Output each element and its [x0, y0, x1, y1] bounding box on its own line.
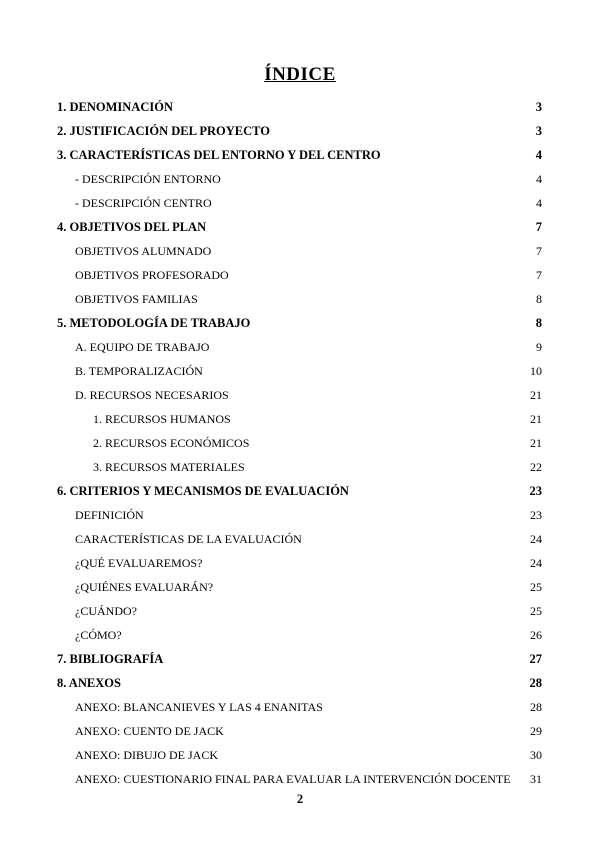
toc-entry: [57, 287, 542, 311]
toc-entry-page: 7: [536, 244, 542, 258]
toc-entry-label: 8. ANEXOS: [57, 676, 121, 690]
toc-entry-page: 4: [536, 196, 542, 210]
toc-entry: [57, 167, 542, 191]
table-of-contents: [57, 95, 542, 791]
toc-entry: [57, 143, 542, 167]
toc-entry: [57, 695, 542, 719]
toc-entry-page: 8: [536, 292, 542, 306]
toc-entry-label: 1. RECURSOS HUMANOS: [93, 412, 231, 426]
toc-entry-page: 25: [530, 580, 542, 594]
toc-entry-label: ANEXO: BLANCANIEVES Y LAS 4 ENANITAS: [75, 700, 323, 714]
toc-entry: [57, 503, 542, 527]
toc-entry: [57, 263, 542, 287]
toc-entry-page: 8: [535, 316, 542, 330]
toc-entry: [57, 575, 542, 599]
toc-entry-label: - DESCRIPCIÓN CENTRO: [75, 196, 212, 210]
toc-entry-label: ¿QUÉ EVALUAREMOS?: [75, 556, 203, 570]
toc-entry: [57, 647, 542, 671]
toc-entry-page: 24: [530, 556, 542, 570]
toc-entry-label: 2. RECURSOS ECONÓMICOS: [93, 436, 250, 450]
toc-entry-page: 23: [529, 484, 542, 498]
page-title: ÍNDICE: [264, 64, 336, 85]
toc-entry-page: 7: [536, 268, 542, 282]
toc-entry-page: 21: [530, 412, 542, 426]
toc-entry-page: 22: [530, 460, 542, 474]
toc-entry-label: A. EQUIPO DE TRABAJO: [75, 340, 210, 354]
toc-entry-page: 21: [530, 388, 542, 402]
toc-entry-label: ANEXO: CUESTIONARIO FINAL PARA EVALUAR LA INTERVENCIÓN DOCENTE: [75, 772, 511, 786]
toc-entry-page: 7: [535, 220, 542, 234]
toc-entry-label: 4. OBJETIVOS DEL PLAN: [57, 220, 207, 234]
toc-entry-label: 5. METODOLOGÍA DE TRABAJO: [57, 316, 251, 330]
toc-entry-page: 10: [530, 364, 542, 378]
toc-entry-page: 4: [536, 172, 542, 186]
toc-entry-label: OBJETIVOS PROFESORADO: [75, 268, 229, 282]
toc-entry-label: 1. DENOMINACIÓN: [57, 100, 173, 114]
toc-entry: [57, 743, 542, 767]
toc-entry-page: 26: [530, 628, 542, 642]
toc-entry-page: 21: [530, 436, 542, 450]
toc-entry-label: 7. BIBLIOGRAFÍA: [57, 652, 164, 666]
toc-entry: [57, 767, 542, 791]
toc-entry-label: ¿CUÁNDO?: [75, 604, 137, 618]
toc-entry-label: B. TEMPORALIZACIÓN: [75, 364, 203, 378]
toc-entry: [57, 455, 542, 479]
toc-entry: [57, 191, 542, 215]
toc-entry-label: 3. RECURSOS MATERIALES: [93, 460, 245, 474]
toc-entry-label: ANEXO: CUENTO DE JACK: [75, 724, 224, 738]
toc-entry: [57, 599, 542, 623]
toc-entry: [57, 623, 542, 647]
toc-entry: [57, 431, 542, 455]
toc-entry-page: 25: [530, 604, 542, 618]
toc-entry-page: 3: [535, 100, 542, 114]
toc-entry-page: 27: [529, 652, 542, 666]
toc-entry: [57, 119, 542, 143]
toc-entry: [57, 311, 542, 335]
toc-entry-page: 4: [535, 148, 542, 162]
toc-entry-label: CARACTERÍSTICAS DE LA EVALUACIÓN: [75, 532, 302, 546]
toc-entry-label: D. RECURSOS NECESARIOS: [75, 388, 229, 402]
toc-entry-page: 28: [529, 676, 542, 690]
toc-entry-label: ¿QUIÉNES EVALUARÁN?: [75, 580, 214, 594]
toc-entry-page: 3: [535, 124, 542, 138]
toc-entry: [57, 479, 542, 503]
toc-entry-label: ANEXO: DIBUJO DE JACK: [75, 748, 218, 762]
toc-entry: [57, 215, 542, 239]
toc-entry: [57, 95, 542, 119]
toc-entry-page: 24: [530, 532, 542, 546]
toc-entry-label: ¿CÓMO?: [75, 628, 122, 642]
toc-entry: [57, 335, 542, 359]
toc-entry-page: 29: [530, 724, 542, 738]
toc-entry-label: 3. CARACTERÍSTICAS DEL ENTORNO Y DEL CENTRO: [57, 148, 381, 162]
toc-entry: [57, 239, 542, 263]
toc-entry-label: 2. JUSTIFICACIÓN DEL PROYECTO: [57, 124, 271, 138]
toc-entry-page: 30: [530, 748, 542, 762]
toc-entry-label: OBJETIVOS FAMILIAS: [75, 292, 198, 306]
toc-entry-label: DEFINICIÓN: [75, 508, 144, 522]
toc-entry: [57, 383, 542, 407]
toc-entry: [57, 551, 542, 575]
toc-entry-label: 6. CRITERIOS Y MECANISMOS DE EVALUACIÓN: [57, 484, 349, 498]
toc-entry: [57, 527, 542, 551]
toc-entry-label: OBJETIVOS ALUMNADO: [75, 244, 212, 258]
toc-entry-page: 28: [530, 700, 542, 714]
page-number: 2: [296, 792, 304, 806]
toc-entry-page: 31: [530, 772, 542, 786]
toc-entry-page: 23: [530, 508, 542, 522]
toc-entry-page: 9: [536, 340, 542, 354]
toc-entry: [57, 359, 542, 383]
toc-entry: [57, 671, 542, 695]
toc-entry-label: - DESCRIPCIÓN ENTORNO: [75, 172, 221, 186]
toc-entry: [57, 719, 542, 743]
toc-entry: [57, 407, 542, 431]
